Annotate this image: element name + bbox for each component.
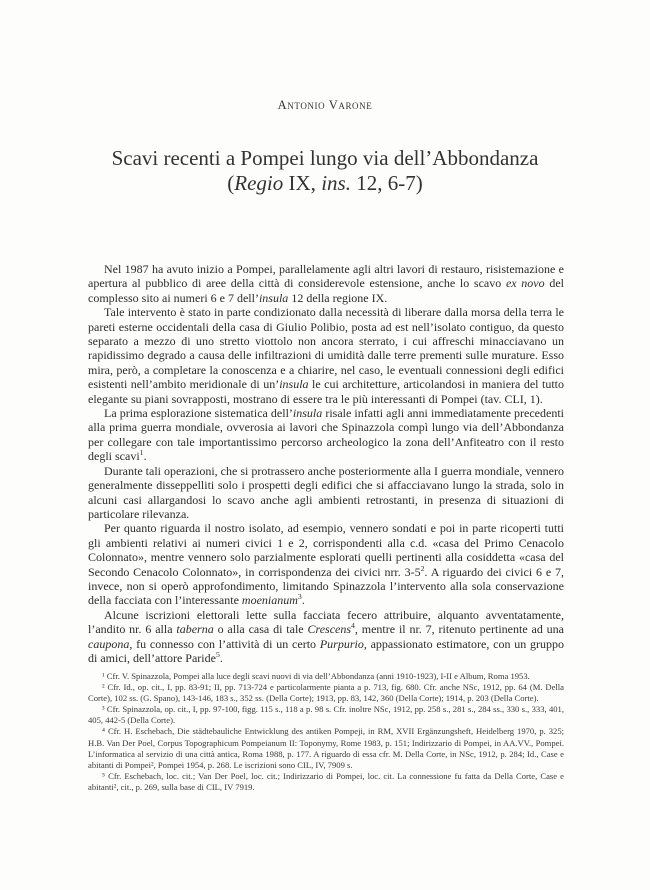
paragraph-2: Tale intervento è stato in parte condizionato dalla necessità di liberare dalla morsa della terra le pareti esterne occidentali della casa di Giulio Polibio, posta ad est nell’isolato contiguo, da questo separato a mezzo di uno stretto viottolo non ancora sterrato, i cui affreschi minacciavano un rapidissimo degrado a causa delle infiltrazioni di umidità dalle terre prementi sulle murature. Esso mira, però, a completare la conoscenza e a chiarire, nel caso, le eventuali connessioni degli edifici esistenti nell’ambito meridionale di un’insula le cui architetture, articolandosi in maniera del tutto elegante su piani sovrapposti, mostrano di essere tra le più interessanti di Pompei (tav. CLI, 1). — [88, 305, 564, 406]
footnote-1: ¹ Cfr. V. Spinazzola, Pompei alla luce degli scavi nuovi di via dell’Abbondanza (anni 1910-1923), I-II e Album, Roma 1953. — [102, 671, 530, 681]
footnotes — [88, 671, 564, 793]
footnote-ref-2[interactable]: 2 — [420, 563, 425, 573]
footnote-2: ² Cfr. Id., op. cit., I, pp. 83-91; II, pp. 713-724 e particolarmente pianta a p. 713, fig. 680. Cfr. anche NSc, 1912, pp. 64 (M. Della Corte), 102 ss. (G. Spano), 143-146, 183 s., 352 ss. (Della Corte); 1913, pp. 83, 142, 360 (Della Corte); 1914, p. 203 (Della Corte). — [88, 682, 564, 704]
paragraph-5: Per quanto riguarda il nostro isolato, ad esempio, vennero sondati e poi in parte ricoperti tutti gli ambienti relativi ai numeri civici 1 e 2, corrispondenti alla c.d. «casa del Primo Cenacolo Colonnato», mentre vennero solo parzialmente esplorati quelli pertinenti alla cosiddetta «casa del Secondo Cenacolo Colonnato», in corrispondenza dei civici nrr. $3-5^2$. A riguardo dei civici 6 e 7, invece, non si operò approfondimento, limitando Spinazzola l’intervento alla sola conservazione della facciata con l’interessante moenianum$^3$. — [88, 521, 564, 608]
title-line-1: Scavi recenti a Pompei lungo via dell’Abbondanza — [111, 146, 539, 170]
article-body — [88, 262, 564, 665]
footnote-4: ⁴ Cfr. H. Eschebach, Die städtebauliche Entwicklung des antiken Pompeji, in RM, XVII Ergänzungsheft, Heidelberg 1970, p. 325; H.B. Van Der Poel, Corpus Topographicum Pompeianum II: Toponymy, Rome 1983, p. 151; Indirizzario di Pompei, in AA.VV., Pompei. L’informatica al servizio di una città antica, Roma 1988, p. 177. A riguardo di essa cfr. M. Della Corte, in NSc, 1912, p. 284; Id., Case e abitanti di Pompei², Pompei 1954, p. 268. Le iscrizioni sono CIL, IV, 7909 s. — [88, 726, 564, 770]
footnote-ref-1[interactable]: 1 — [139, 448, 144, 458]
article-title — [0, 146, 650, 196]
title-regio: Regio — [234, 171, 284, 195]
title-line-2: (Regio IX, ins. 12, 6-7) — [227, 171, 423, 195]
paragraph-1: Nel 1987 ha avuto inizio a Pompei, parallelamente agli altri lavori di restauro, risistemazione e apertura al pubblico di aree della città di considerevole estensione, anche lo scavo ex novo del complesso sito ai numeri 6 e 7 dell’insula 12 della regione IX. — [88, 262, 564, 305]
footnote-5: ⁵ Cfr. Eschebach, loc. cit.; Van Der Poel, loc. cit.; Indirizzario di Pompei, loc. cit. La connessione fu fatta da Della Corte, Case e abitanti², cit., p. 269, sulla base di CIL, IV 7919. — [88, 770, 564, 792]
footnote-ref-4[interactable]: 4 — [351, 621, 355, 631]
author-name: Antonio Varone — [277, 98, 373, 112]
paragraph-3: La prima esplorazione sistematica dell’insula risale infatti agli anni immediatamente precedenti alla prima guerra mondiale, ovverosia ai lavori che Spinazzola compì lungo via dell’Abbondanza per collegare con tale importantissimo percorso archeologico la zona dell’Anfiteatro con il resto degli scavi$^1$. — [88, 406, 564, 464]
footnote-ref-5[interactable]: 5 — [215, 649, 220, 659]
paragraph-6: Alcune iscrizioni elettorali lette sulla facciata fecero attribuire, alquanto avventatamente, l’andito nr. 6 alla taberna o alla casa di tale Crescens$^4$, mentre il nr. 7, ritenuto pertinente ad una caupona, fu connesso con l’attività di un certo Purpurio, appassionato estimatore, con un gruppo di amici, dell’attore Paride$^5$. — [88, 607, 564, 665]
footnote-3: ³ Cfr. Spinazzola, op. cit., I, pp. 97-100, figg. 115 s., 118 a p. 98 s. Cfr. inoltre NSc, 1912, pp. 258 s., 281 s., 284 ss., 330 s., 333, 401, 405, 442-5 (Della Corte). — [88, 704, 564, 726]
paragraph-4: Durante tali operazioni, che si protrassero anche posteriormente alla I guerra mondiale, vennero generalmente disseppelliti solo i prospetti degli edifici che si affacciavano lungo la strada, solo in alcuni casi allargandosi lo scavo anche agli ambienti retrostanti, in presenza di situazioni di particolare rilevanza. — [88, 463, 564, 521]
footnote-ref-3[interactable]: 3 — [297, 592, 302, 602]
title-ins: ins. — [321, 171, 351, 195]
